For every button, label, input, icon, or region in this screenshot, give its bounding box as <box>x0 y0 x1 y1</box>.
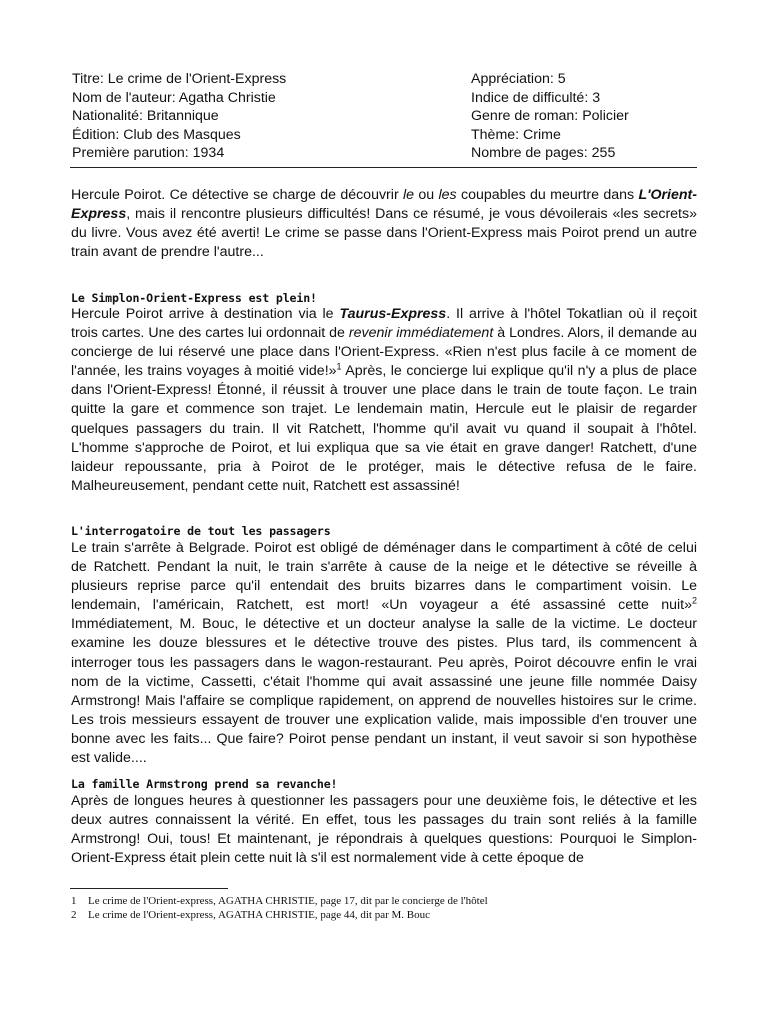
author-line: Nom de l'auteur: Agatha Christie <box>72 89 276 106</box>
genre-line: Genre de roman: Policier <box>471 108 629 125</box>
section-paragraph-simplon: Hercule Poirot arrive à destination via le Taurus-Express. Il arrive à l'hôtel Tokatlian où il reçoit trois cartes. Une des cartes lui ordonnait de revenir immédiatement à Londres. Alors, il demande au concierge de lui réservé une place dans l'Orient-Express. «Rien n'est plus facile à ce moment de l'année, les trains voyages à moitié vide!»$^1$ Après, le concierge lui explique qu'il n'y a plus de place dans l'Orient-Express! Étonné, il réussit à trouver une place dans le train de toute façon. Le train quitte la gare et commence son trajet. Le lendemain matin, Hercule eut le plaisir de regarder quelques passagers du train. Il vit Ratchett, l'homme qu'il avait vu quand il soupait à l'hôtel. L'homme s'approche de Poirot, et lui expliqua que sa vie était en grave danger! Ratchett, d'une laideur repoussante, pria à Poirot de le protéger, mais le détective refusa de le faire. Malheureusement, pendant cette nuit, Ratchett est assassiné! <box>71 306 698 494</box>
intro-paragraph: Hercule Poirot. Ce détective se charge de découvrir le ou les coupables du meurtre dans L'Orient-Express, mais il rencontre plusieurs difficultés! Dans ce résumé, je vous dévoilerais «les secrets» du livre. Vous avez été averti! Le crime se passe dans l'Orient-Express mais Poirot prend un autre train avant de prendre l'autre... <box>71 187 697 261</box>
section-heading-interrogatoire: L'interrogatoire de tout les passagers <box>71 524 331 538</box>
edition-line: Édition: Club des Masques <box>72 126 241 143</box>
footnote-divider <box>70 888 228 889</box>
book-info-left <box>72 70 286 163</box>
nationality-line: Nationalité: Britannique <box>72 108 219 125</box>
section-paragraph-interrogatoire: Le train s'arrête à Belgrade. Poirot est obligé de déménager dans le compartiment à côté de celui de Ratchett. Pendant la nuit, le train s'arrête à cause de la neige et le détective se réveille à plusieurs reprise parce qu'il entendait des bruits bizarres dans le compartiment voisin. Le lendemain, l'américain, Ratchett, est mort! «Un voyageur a été assassiné cette nuit»$^2$ Immédiatement, M. Bouc, le détective et un docteur analyse la salle de la victime. Le docteur examine les douze blessures et le détective trouve des pistes. Plus tard, ils commencent à interroger tous les passagers dans le wagon-restaurant. Peu après, Poirot découvre enfin le vrai nom de la victime, Cassetti, c'était l'homme qui avait assassiné une jeune fille nommée Daisy Armstrong! Mais l'affaire se complique rapidement, on apprend de nouvelles histoires sur le crime. Les trois messieurs essayent de trouver une explication valide, mais impossible d'en trouver une bonne avec les faits... Que faire? Poirot pense pendant un instant, il veut savoir si son hypothèse est valide.... <box>71 540 697 767</box>
header-divider <box>70 167 697 168</box>
title-line: Titre: Le crime de l'Orient-Express <box>72 71 287 87</box>
rating-line: Appréciation: 5 <box>471 71 566 87</box>
footnote-ref-2: 2 <box>691 595 697 606</box>
section-heading-simplon: Le Simplon-Orient-Express est plein! <box>71 291 317 305</box>
book-info-right <box>471 70 629 163</box>
footnote-2: 2 Le crime de l'Orient-express, AGATHA CHRISTIE, page 44, dit par M. Bouc <box>71 909 430 921</box>
first-published-line: Première parution: 1934 <box>72 145 225 162</box>
footnote-ref-1: 1 <box>336 361 342 372</box>
page-count-line: Nombre de pages: 255 <box>471 145 616 162</box>
footnote-1: 1 Le crime de l'Orient-express, AGATHA CHRISTIE, page 17, dit par le concierge de l'hôtel <box>71 895 488 907</box>
section-paragraph-armstrong: Après de longues heures à questionner les passagers pour une deuxième fois, le détective et les deux autres connaissent la vérité. En effet, tous les passages du train sont reliés à la famille Armstrong! Oui, tous! Et maintenant, je répondrais à quelques questions: Pourquoi le Simplon-Orient-Express était plein cette nuit là s'il est normalement vide à cette époque de <box>71 793 697 867</box>
section-heading-armstrong: La famille Armstrong prend sa revanche! <box>71 777 338 791</box>
theme-line: Thème: Crime <box>471 126 561 143</box>
difficulty-line: Indice de difficulté: 3 <box>471 89 601 106</box>
